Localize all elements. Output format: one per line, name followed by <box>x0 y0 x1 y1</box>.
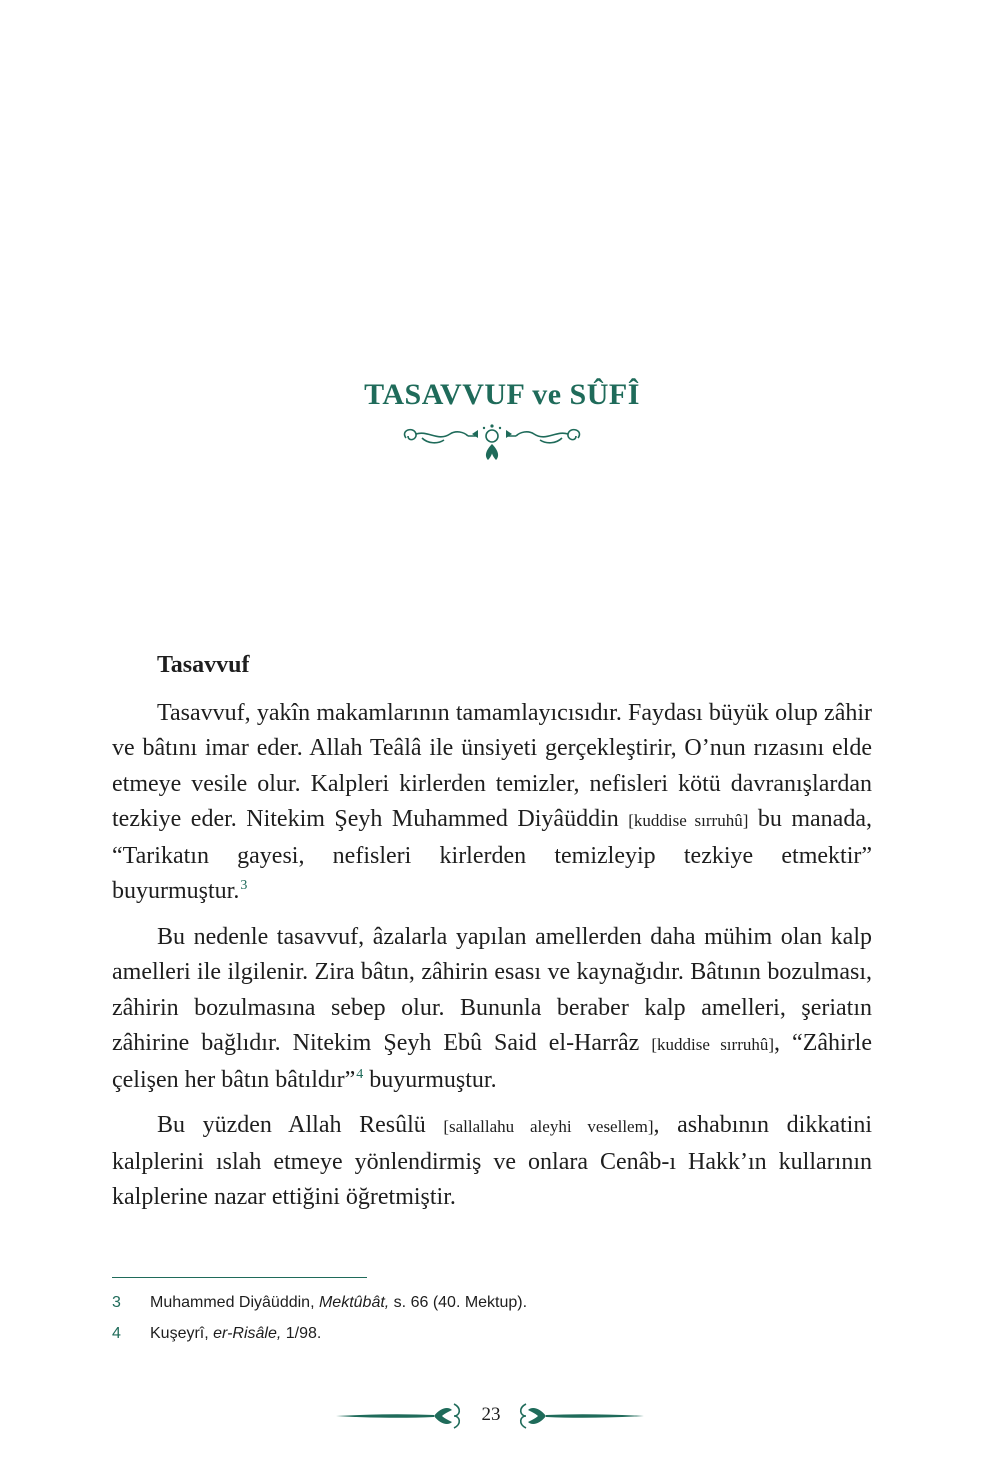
page-number: 23 <box>481 1404 501 1425</box>
footnote-text-rest: 1/98. <box>281 1325 322 1342</box>
footnote-ref-4[interactable]: 4 <box>356 1066 364 1082</box>
honorific: [kuddise sırruhû] <box>651 1035 775 1054</box>
footnote-text: Muhammed Diyâüddin, <box>150 1294 319 1311</box>
footnote-text: Kuşeyrî, <box>150 1325 214 1342</box>
footnote-number: 4 <box>112 1325 121 1342</box>
chapter-title: TASAVVUF ve SÛFÎ <box>364 378 640 411</box>
floral-divider-icon <box>398 420 586 464</box>
paragraph-2-text: Bu nedenle tasavvuf, âzalarla yapılan amellerden daha mühim olan kalp amelleri ile ilgilenir. Zira bâtın, zâhirin esası ve kaynağıdır. Bâtının bozulması, zâhirin bozulmasına sebep olur. Bununla beraber kalp amelleri, şeriatın zâhirine bağlıdır. Nitekim Şeyh Ebû Said el-Harrâz <box>112 923 872 1056</box>
honorific: [kuddise sırruhû] <box>628 811 749 830</box>
footnote-item <box>112 1290 872 1316</box>
paragraph-1 <box>112 696 872 910</box>
footnote-divider <box>112 1277 367 1278</box>
paragraph-2 <box>112 920 872 1099</box>
paragraph-1-text-cont: bu manada, “Tarikatın gayesi, nefisleri kirlerden temizleyip tezkiye etmektir” buyurmuştur. <box>112 806 872 904</box>
footnote-work-title: Mektûbât, <box>318 1294 390 1311</box>
paragraph-3-text: Bu yüzden Allah Resûlü <box>157 1112 444 1138</box>
paragraph-1-text: Tasavvuf, yakîn makamlarının tamamlayıcısıdır. Faydası büyük olup zâhir ve bâtını imar eder. Allah Teâlâ ile ünsiyeti gerçekleştirir, O’nun rızasını elde etmeye vesile olur. Kalpleri kirlerden temizler, nefisleri kötü davranışlardan tezkiye eder. Nitekim Şeyh Muhammed Diyâüddin <box>112 699 872 832</box>
footnote-number: 3 <box>112 1294 121 1311</box>
main-text <box>112 648 872 1226</box>
footnote-work-title: er-Risâle, <box>213 1325 282 1342</box>
footnote-item <box>112 1321 872 1347</box>
paragraph-2-text-cont: , “Zâhirle çelişen her bâtın bâtıldır” <box>112 1030 873 1093</box>
paragraph-3-text-cont: , ashabının dikkatini kalplerini ıslah etmeye yönlendirmiş ve onlara Cenâb-ı Hakk’ın kullarının kalplerine nazar ettiğini öğretmiştir. <box>112 1112 872 1210</box>
paragraph-3 <box>112 1108 872 1216</box>
footnote-ref-3[interactable]: 3 <box>240 878 248 893</box>
honorific: [sallallahu aleyhi vesellem] <box>443 1117 654 1136</box>
footnotes <box>112 1290 872 1352</box>
section-heading: Tasavvuf <box>157 652 250 678</box>
footnote-text-rest: s. 66 (40. Mektup). <box>389 1294 528 1311</box>
paragraph-2-text-end: buyurmuştur. <box>363 1066 497 1093</box>
